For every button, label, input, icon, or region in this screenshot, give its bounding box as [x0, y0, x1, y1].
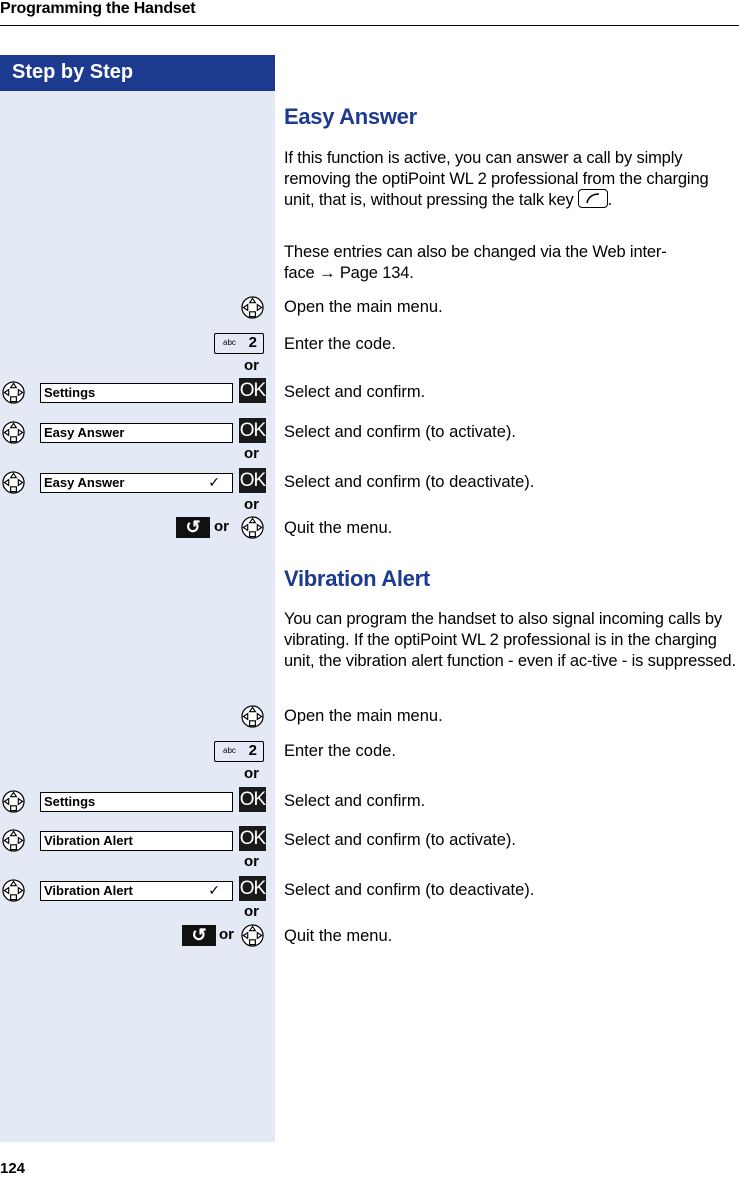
page-header-title: Programming the Handset — [0, 0, 196, 17]
check-icon: ✓ — [208, 882, 220, 898]
web-note-line1: These entries can also be changed via the Web inter- — [284, 243, 667, 261]
display-easy-answer-checked — [40, 473, 233, 493]
step-by-step-banner: Step by Step — [0, 55, 275, 91]
step-select-confirm: Select and confirm. — [284, 383, 426, 401]
display-settings — [40, 383, 233, 403]
or-label: or — [219, 926, 234, 943]
or-label: or — [244, 357, 259, 374]
easy-answer-description-text: If this function is active, you can answer a call by simply removing the optiPoint WL 2 professional from the charging unit, that is, without pressing the talk key — [284, 149, 709, 209]
or-label: or — [244, 853, 259, 870]
nav-key-icon[interactable] — [241, 296, 264, 319]
nav-key-icon[interactable] — [2, 829, 25, 852]
nav-key-icon[interactable] — [2, 381, 25, 404]
section-title-vibration-alert: Vibration Alert — [284, 566, 430, 591]
ok-key-icon[interactable]: OK — [239, 789, 266, 810]
step-select-confirm: Select and confirm. — [284, 792, 426, 810]
step-select-activate: Select and confirm (to activate). — [284, 831, 517, 849]
nav-key-icon[interactable] — [2, 790, 25, 813]
ok-key-icon[interactable]: OK — [239, 470, 266, 491]
step-open-menu: Open the main menu. — [284, 298, 443, 316]
or-label: or — [244, 903, 259, 920]
step-open-menu: Open the main menu. — [284, 707, 443, 725]
key-2-digit: 2 — [248, 334, 257, 351]
or-label: or — [244, 765, 259, 782]
display-settings — [40, 792, 233, 812]
step-quit: Quit the menu. — [284, 519, 393, 537]
easy-answer-description — [284, 148, 737, 211]
step-select-deactivate: Select and confirm (to deactivate). — [284, 473, 535, 491]
display-label: Easy Answer — [44, 475, 125, 490]
nav-key-icon[interactable] — [2, 879, 25, 902]
ok-key-icon[interactable]: OK — [239, 380, 266, 401]
step-by-step-column — [0, 90, 275, 1142]
key-2-letters: abc — [223, 746, 236, 755]
step-enter-code: Enter the code. — [284, 335, 396, 353]
step-quit: Quit the menu. — [284, 927, 393, 945]
display-vibration-alert — [40, 831, 233, 851]
back-key-icon[interactable]: ↺ — [176, 517, 210, 538]
easy-answer-description-end: . — [607, 191, 613, 209]
key-2-digit: 2 — [248, 742, 257, 759]
nav-key-icon[interactable] — [241, 924, 264, 947]
display-vibration-alert-checked — [40, 881, 233, 901]
arrow-ref-icon: → — [319, 264, 336, 282]
check-icon: ✓ — [208, 474, 220, 490]
display-label: Settings — [44, 385, 96, 400]
key-2-icon[interactable] — [214, 741, 264, 762]
display-label: Vibration Alert — [44, 833, 133, 848]
header-rule — [0, 25, 739, 26]
key-2-letters: abc — [223, 338, 236, 347]
nav-key-icon[interactable] — [2, 471, 25, 494]
or-label: or — [244, 496, 259, 513]
back-key-icon[interactable]: ↺ — [182, 925, 216, 946]
display-easy-answer — [40, 423, 233, 443]
step-select-activate: Select and confirm (to activate). — [284, 423, 517, 441]
ok-key-icon[interactable]: OK — [239, 828, 266, 849]
nav-key-icon[interactable] — [241, 705, 264, 728]
or-label: or — [244, 445, 259, 462]
easy-answer-web-note — [284, 242, 737, 284]
or-label: or — [214, 518, 229, 535]
display-label: Vibration Alert — [44, 883, 133, 898]
section-title-easy-answer: Easy Answer — [284, 104, 417, 129]
nav-key-icon[interactable] — [241, 516, 264, 539]
step-enter-code: Enter the code. — [284, 742, 396, 760]
ok-key-icon[interactable]: OK — [239, 878, 266, 899]
page-reference[interactable]: Page 134. — [339, 264, 414, 282]
web-note-line2: face — [284, 264, 315, 282]
display-label: Easy Answer — [44, 425, 125, 440]
display-label: Settings — [44, 794, 96, 809]
page-number: 124 — [0, 1160, 26, 1177]
key-2-icon[interactable] — [214, 333, 264, 354]
step-select-deactivate: Select and confirm (to deactivate). — [284, 881, 535, 899]
vibration-alert-description: You can program the handset to also signal incoming calls by vibrating. If the optiPoint WL 2 professional is in the charging unit, the vibration alert function - even if ac-tive - is suppressed. — [284, 610, 736, 670]
ok-key-icon[interactable]: OK — [239, 420, 266, 441]
nav-key-icon[interactable] — [2, 421, 25, 444]
talk-key-icon — [578, 189, 608, 208]
